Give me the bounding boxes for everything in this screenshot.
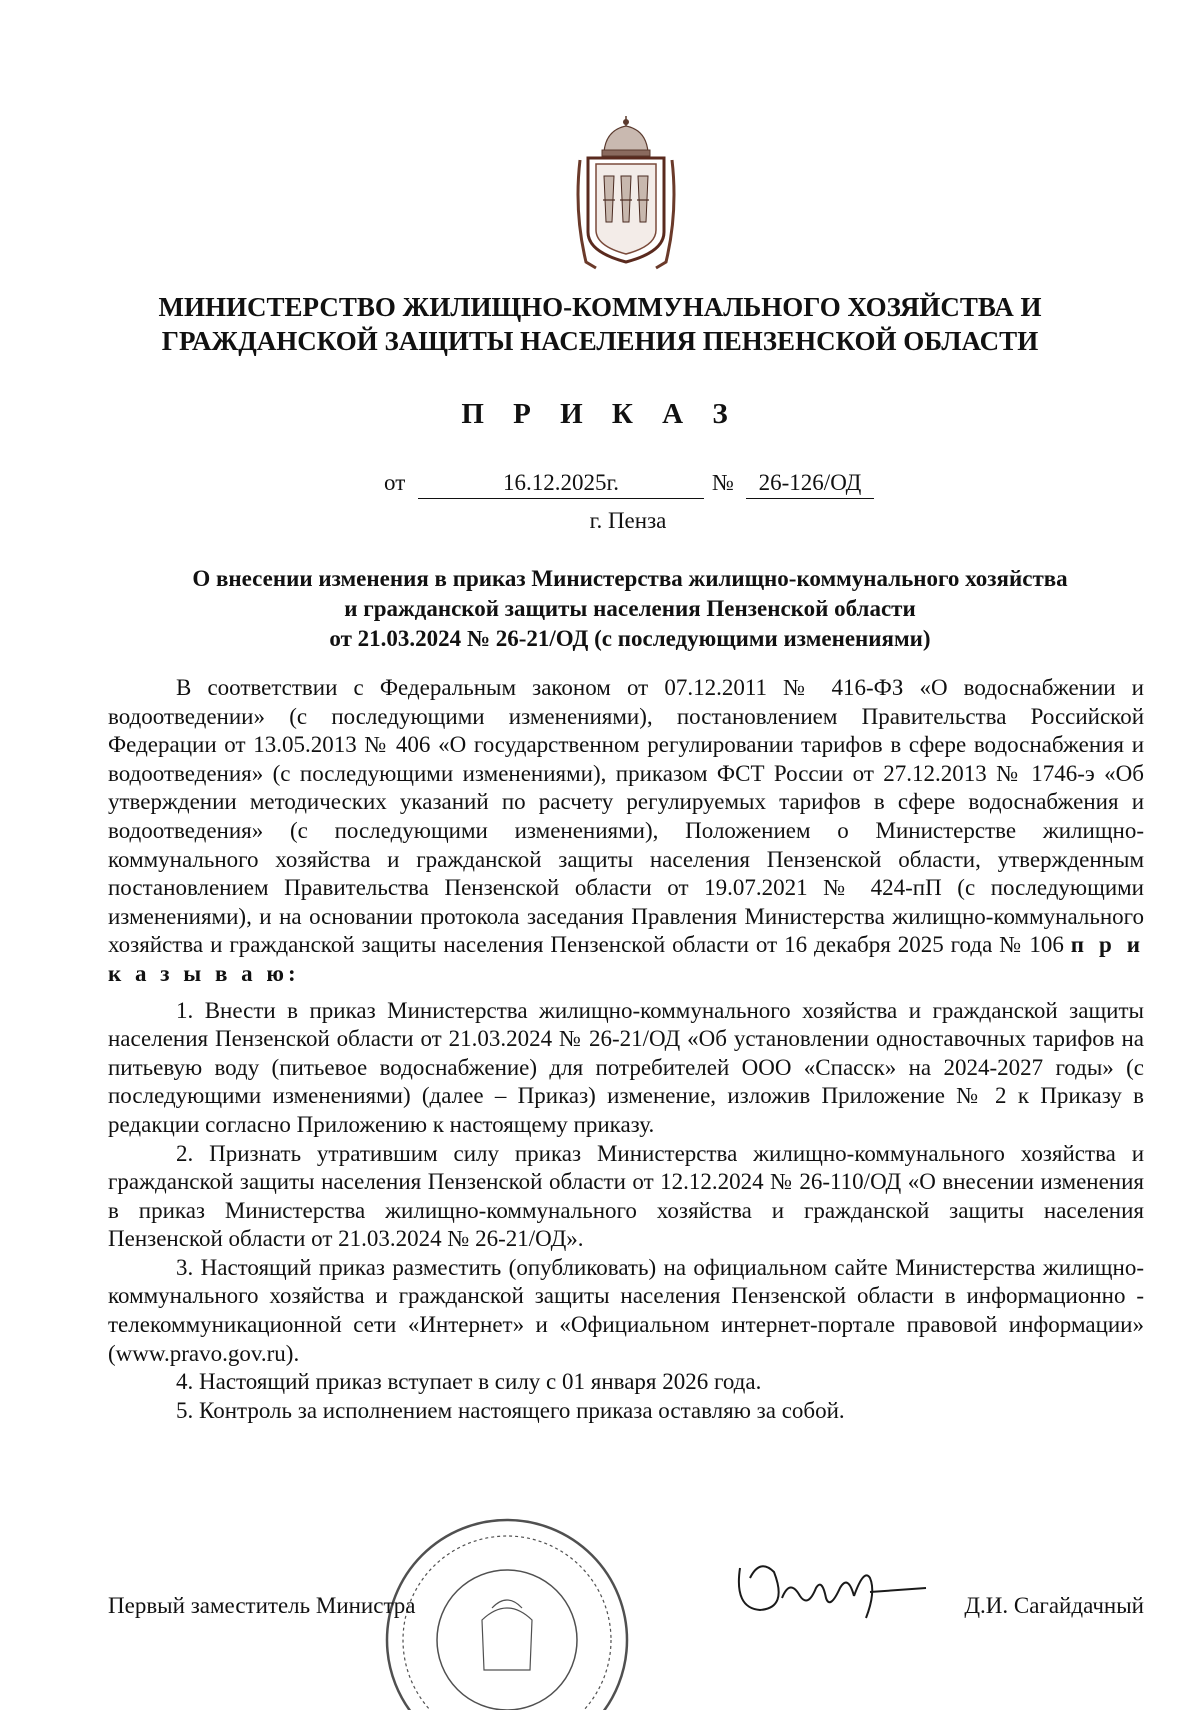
- penza-region-coat-of-arms-icon: [566, 112, 686, 272]
- order-item-5: 5. Контроль за исполнением настоящего приказа оставляю за собой.: [176, 1397, 845, 1423]
- order-item-3: 3. Настоящий приказ разместить (опубликовать) на официальном сайте Министерства жилищно-коммунального хозяйства и гражданской защиты населения Пензенской области в информационно - телекоммуникационной сети «Интернет» и «Официальном интернет-портале правовой информации» (www.pravo.gov.ru).: [108, 1254, 1144, 1366]
- document-type: П Р И К А З: [461, 398, 739, 430]
- order-item-2: 2. Признать утратившим силу приказ Министерства жилищно-коммунального хозяйства и гражданской защиты населения Пензенской области от 12.12.2024 № 26-110/ОД «О внесении изменения в приказ Министерства жилищно-коммунального хозяйства и гражданской защиты населения Пензенской области от 21.03.2024 № 26-21/ОД».: [108, 1140, 1144, 1252]
- order-number: 26-126/ОД: [746, 470, 874, 499]
- order-item-4: 4. Настоящий приказ вступает в силу с 01 января 2026 года.: [176, 1369, 762, 1395]
- subject-line1: О внесении изменения в приказ Министерства жилищно-коммунального хозяйства: [192, 566, 1068, 591]
- preamble-paragraph: [108, 674, 1144, 989]
- ministry-name: [100, 290, 1100, 358]
- signer-role: Первый заместитель Министра: [108, 1593, 416, 1618]
- preamble-text: В соответствии с Федеральным законом от 07.12.2011 № 416-ФЗ «О водоснабжении и водоотведении» (с последующими изменениями), постановлением Правительства Российской Федерации от 13.05.2013 № 406 «О государственном регулировании тарифов в сфере водоснабжения и водоотведения» (с последующими изменениями), приказом ФСТ России от 27.12.2013 № 1746-э «Об утверждении методических указаний по расчету регулируемых тарифов в сфере водоснабжения и водоотведения» (с последующими изменениями), Положением о Министерстве жилищно-коммунального хозяйства и гражданской защиты населения Пензенской области, утвержденным постановлением Правительства Пензенской области от 19.07.2021 № 424-пП (с последующими изменениями), и на основании протокола заседания Правления Министерства жилищно-коммунального хозяйства и гражданской защиты населения Пензенской области от 16 декабря 2025 года № 106: [108, 675, 1144, 958]
- order-date: 16.12.2025г.: [418, 470, 704, 499]
- subject-line3: от 21.03.2024 № 26-21/ОД (с последующими изменениями): [329, 626, 931, 651]
- date-prefix: от: [384, 470, 406, 495]
- subject-line2: и гражданской защиты населения Пензенской области: [344, 596, 916, 621]
- ministry-name-line2: ГРАЖДАНСКОЙ ЗАЩИТЫ НАСЕЛЕНИЯ ПЕНЗЕНСКОЙ ОБЛАСТИ: [161, 326, 1039, 356]
- order-body: [108, 674, 1144, 1425]
- city: г. Пенза: [589, 508, 667, 533]
- signer-name: Д.И. Сагайдачный: [964, 1593, 1144, 1618]
- ministry-name-line1: МИНИСТЕРСТВО ЖИЛИЩНО-КОММУНАЛЬНОГО ХОЗЯЙСТВА И: [158, 292, 1042, 322]
- number-sign: №: [712, 470, 734, 495]
- order-subject: [100, 564, 1160, 654]
- handwritten-signature-icon: [730, 1548, 930, 1628]
- order-word: п р и к а з ы в а ю:: [108, 932, 1144, 986]
- date-number-line: [384, 470, 884, 504]
- order-item-1: 1. Внести в приказ Министерства жилищно-коммунального хозяйства и гражданской защиты населения Пензенской области от 21.03.2024 № 26-21/ОД «Об установлении одноставочных тарифов на питьевую воду (питьевое водоснабжение) для потребителей ООО «Спасск» на 2024-2027 годы» (с последующими изменениями) (далее – Приказ) изменение, изложив Приложение № 2 к Приказу в редакции согласно Приложению к настоящему приказу.: [108, 997, 1144, 1137]
